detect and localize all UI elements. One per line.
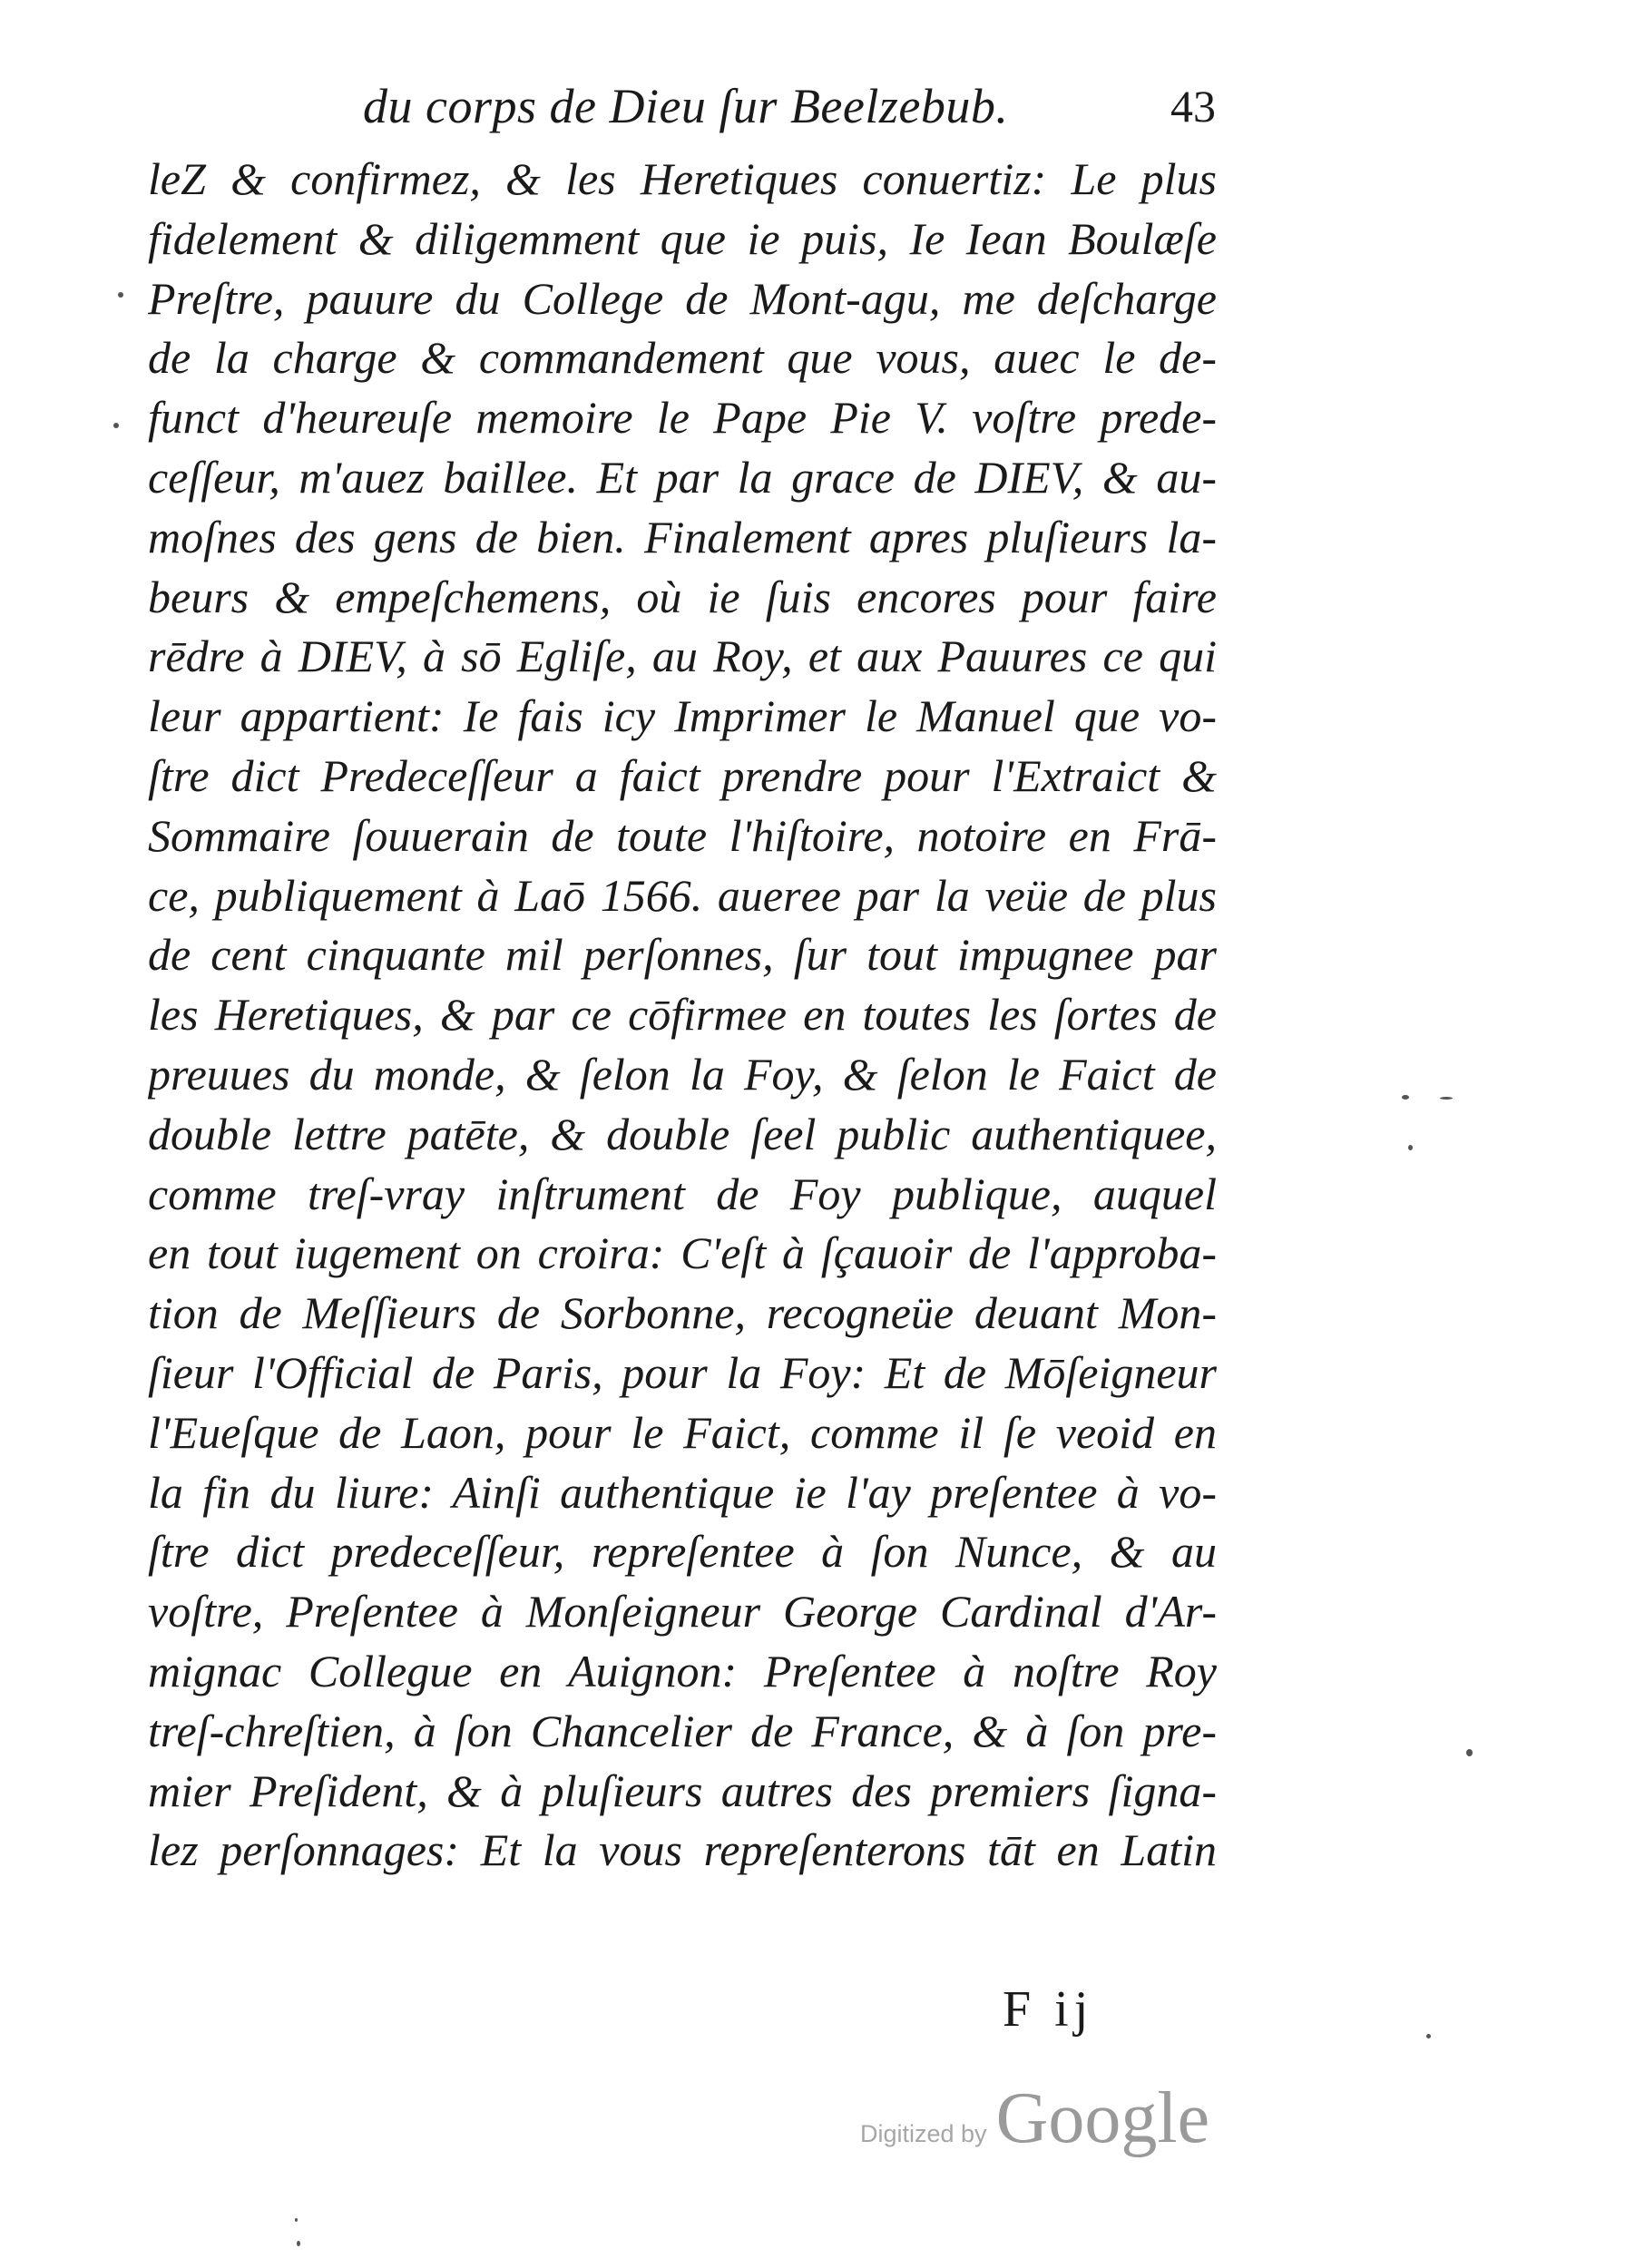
text-line: de la charge & commandement que vous, auec le de- bbox=[148, 332, 1217, 384]
body-text bbox=[148, 150, 1217, 1881]
text-line: leZ & confirmez, & les Heretiques conuertiz: Le plus bbox=[148, 153, 1217, 204]
text-line: les Heretiques, & par ce cōfirmee en toutes les ſortes de bbox=[148, 989, 1217, 1041]
running-head bbox=[154, 65, 1216, 147]
text-line: Preſtre, pauure du College de Mont-agu, me deſcharge bbox=[148, 272, 1217, 324]
text-line: ſtre dict predeceſſeur, repreſentee à ſon Nunce, & au bbox=[148, 1526, 1217, 1578]
text-line: Sommaire ſouuerain de toute l'hiſtoire, notoire en Frā- bbox=[148, 809, 1217, 861]
scan-speck bbox=[1466, 1749, 1473, 1756]
text-line: double lettre patēte, & double ſeel public authentiquee, bbox=[148, 1108, 1217, 1159]
scan-speck bbox=[118, 292, 123, 298]
text-line: la fin du liure: Ainſi authentique ie l'ay preſentee à vo- bbox=[148, 1466, 1217, 1518]
text-line: preuues du monde, & ſelon la Foy, & ſelon le Faict de bbox=[148, 1048, 1217, 1100]
text-line: moſnes des gens de bien. Finalement apres pluſieurs la- bbox=[148, 511, 1217, 562]
scan-speck bbox=[1408, 1145, 1413, 1150]
watermark-brand-logo: Google bbox=[995, 2078, 1210, 2158]
text-line: ceſſeur, m'auez baillee. Et par la grace de DIEV, & au- bbox=[148, 451, 1217, 503]
text-line: de cent cinquante mil perſonnes, ſur tout impugnee par bbox=[148, 929, 1217, 981]
text-line: voſtre, Preſentee à Monſeigneur George Cardinal d'Ar- bbox=[148, 1586, 1217, 1637]
text-line: ſieur l'Official de Paris, pour la Foy: Et de Mōſeigneur bbox=[148, 1346, 1217, 1398]
text-line: ſtre dict Predeceſſeur a faict prendre pour l'Extraict & bbox=[148, 749, 1217, 801]
running-title: du corps de Dieu ſur Beelzebub. bbox=[363, 79, 1009, 133]
scan-speck bbox=[1402, 1095, 1409, 1100]
scan-speck bbox=[297, 2241, 300, 2246]
text-line: treſ-chreſtien, à ſon Chancelier de France, & à ſon pre- bbox=[148, 1705, 1217, 1756]
text-line: comme treſ-vray inſtrument de Foy publique, auquel bbox=[148, 1168, 1217, 1219]
watermark-prefix: Digitized by bbox=[860, 2120, 987, 2147]
text-line: leur appartient: Ie fais icy Imprimer le Manuel que vo- bbox=[148, 690, 1217, 742]
text-line: beurs & empeſchemens, où ie ſuis encores pour faire bbox=[148, 571, 1217, 622]
text-line: funct d'heureuſe memoire le Pape Pie V. voſtre prede- bbox=[148, 392, 1217, 444]
signature-mark: F ij bbox=[1003, 1981, 1094, 2038]
text-line: lez perſonnages: Et la vous repreſenterons tāt en Latin bbox=[148, 1824, 1217, 1876]
text-line: mignac Collegue en Auignon: Preſentee à noſtre Roy bbox=[148, 1645, 1217, 1696]
text-line: en tout iugement on croira: C'eſt à ſçauoir de l'approba- bbox=[148, 1227, 1217, 1279]
digitized-watermark bbox=[860, 2068, 1209, 2159]
scan-speck bbox=[1440, 1097, 1453, 1100]
scan-speck bbox=[1426, 2034, 1431, 2038]
scan-speck bbox=[295, 2218, 298, 2222]
text-line: fidelement & diligemment que ie puis, Ie Iean Boulæſe bbox=[148, 212, 1217, 264]
scan-speck bbox=[113, 423, 119, 428]
text-line: rēdre à DIEV, à sō Egliſe, au Roy, et aux Pauures ce qui bbox=[148, 631, 1217, 682]
text-line: ce, publiquement à Laō 1566. auerее par la veüe de plus bbox=[148, 869, 1217, 921]
text-line: tion de Meſſieurs de Sorbonne, recogneüe deuant Mon- bbox=[148, 1287, 1217, 1339]
text-line: mier Preſident, & à pluſieurs autres des premiers ſigna- bbox=[148, 1765, 1217, 1816]
text-line: l'Eueſque de Laon, pour le Faict, comme il ſe veoid en bbox=[148, 1406, 1217, 1458]
page-number: 43 bbox=[1170, 81, 1216, 132]
